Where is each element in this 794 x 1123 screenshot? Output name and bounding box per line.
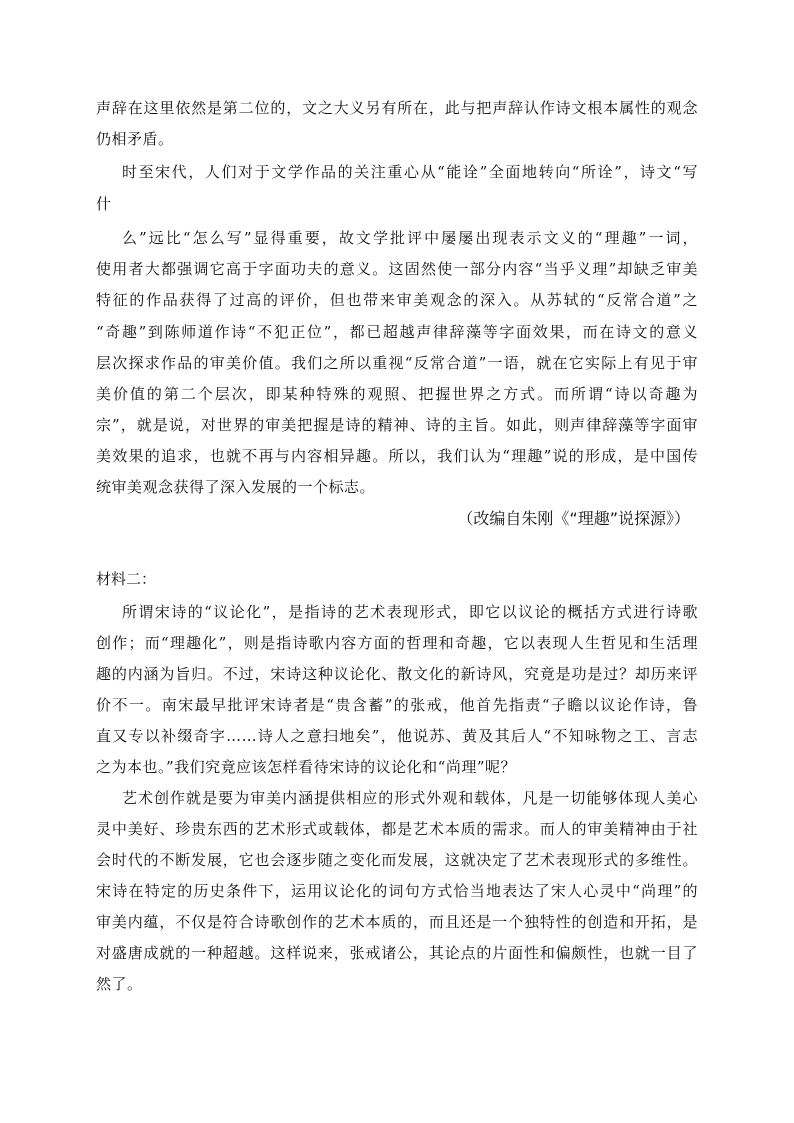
text-line: 层次探求作品的审美价值。我们之所以重视“反常合道”一语，就在它实际上有见于审 bbox=[96, 354, 698, 372]
text-line: 美效果的追求，也就不再与内容相异趣。所以，我们认为“理趣”说的形成，是中国传 bbox=[96, 447, 698, 465]
text-line: 特征的作品获得了过高的评价，但也带来审美观念的深入。从苏轼的“反常合道”之 bbox=[96, 291, 698, 309]
text-line: 统审美观念获得了深入发展的一个标志。 bbox=[96, 478, 376, 496]
text-line: 么”远比“怎么写”显得重要，故文学批评中屡屡出现表示文义的“理趣”一词， bbox=[122, 229, 698, 247]
text-line: 宗”，就是说，对世界的审美把握是诗的精神、诗的主旨。如此，则声律辞藻等字面审 bbox=[96, 416, 698, 434]
text-line: 什 bbox=[96, 195, 112, 213]
text-line: 会时代的不断发展，它也会逐步随之变化而发展，这就决定了艺术表现形式的多维性。 bbox=[96, 851, 698, 869]
text-line: 宋诗在特定的历史条件下，运用议论化的词句方式恰当地表达了宋人心灵中“尚理”的 bbox=[96, 882, 698, 900]
text-line: 仍相矛盾。 bbox=[96, 130, 174, 148]
text-line: 艺术创作就是要为审美内涵提供相应的形式外观和载体，凡是一切能够体现人美心 bbox=[122, 789, 698, 807]
text-line: 使用者大都强调它高于字面功夫的意义。这固然使一部分内容“当乎义理”却缺乏审美 bbox=[96, 260, 698, 278]
text-line: 时至宋代，人们对于文学作品的关注重心从“能诠”全面地转向“所诠”，诗文“写 bbox=[122, 163, 698, 181]
text-line: 所谓宋诗的“议论化”，是指诗的艺术表现形式，即它以议论的概括方式进行诗歌 bbox=[122, 603, 698, 621]
text-line: 对盛唐成就的一种超越。这样说来，张戒诸公，其论点的片面性和偏颇性，也就一目了 bbox=[96, 944, 698, 962]
text-line: 审美内蕴，不仅是符合诗歌创作的艺术本质的，而且还是一个独特性的创造和开拓，是 bbox=[96, 913, 698, 931]
text-line: “奇趣”到陈师道作诗“不犯正位”，都已超越声律辞藻等字面效果，而在诗文的意义 bbox=[96, 323, 698, 341]
text-line: 美价值的第二个层次，即某种特殊的观照、把握世界之方式。而所谓“诗以奇趣为 bbox=[96, 385, 698, 403]
source-citation: （改编自朱刚《“理趣”说探源》） bbox=[457, 509, 690, 528]
text-line: 趣的内涵为旨归。不过，宋诗这种议论化、散文化的新诗风，究竟是功是过？却历来评 bbox=[96, 665, 698, 683]
text-line: 声辞在这里依然是第二位的，文之大义另有所在，此与把声辞认作诗文根本属性的观念 bbox=[96, 99, 698, 117]
section-heading: 材料二： bbox=[96, 570, 157, 588]
text-line: 创作；而“理趣化”，则是指诗歌内容方面的哲理和奇趣，它以表现人生哲见和生活理 bbox=[96, 634, 698, 652]
text-line: 直又专以补缀奇字……诗人之意扫地矣”，他说苏、黄及其后人“不知咏物之工、言志 bbox=[96, 727, 698, 745]
text-line: 之为本也。”我们究竟应该怎样看待宋诗的议论化和“尚理”呢？ bbox=[96, 758, 517, 776]
text-line: 然了。 bbox=[96, 975, 143, 993]
text-line: 价不一。南宋最早批评宋诗者是“贵含蓄”的张戒，他首先指责“子瞻以议论作诗，鲁 bbox=[96, 696, 698, 714]
text-line: 灵中美好、珍贵东西的艺术形式或载体，都是艺术本质的需求。而人的审美精神由于社 bbox=[96, 820, 698, 838]
